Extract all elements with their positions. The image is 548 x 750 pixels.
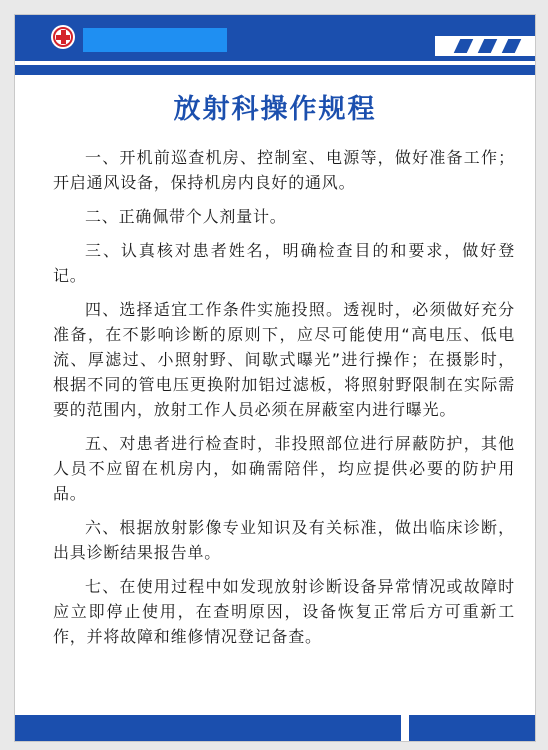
hospital-cross-logo-icon	[51, 25, 75, 49]
hospital-name-block	[83, 28, 227, 52]
footer-bar-right	[409, 715, 535, 741]
footer-divider	[401, 715, 409, 741]
rule-item-6: 六、根据放射影像专业知识及有关标准，做出临床诊断，出具诊断结果报告单。	[53, 518, 515, 562]
rule-item-5: 五、对患者进行检查时，非投照部位进行屏蔽防护，其他人员不应留在机房内，如确需陪伴，均应提供必要的防护用品。	[53, 434, 515, 503]
rule-item-2: 二、正确佩带个人剂量计。	[85, 207, 287, 226]
header-band	[15, 65, 535, 75]
header-stripes-decoration	[435, 36, 535, 56]
rule-item-4: 四、选择适宜工作条件实施投照。透视时，必须做好充分准备，在不影响诊断的原则下，应尽可能使用“高电压、低电流、厚滤过、小照射野、间歇式曝光”进行操作；在摄影时，根据不同的管电压更换附加铝过滤板，将照射野限制在实际需要的范围内，放射工作人员必须在屏蔽室内进行曝光。	[53, 300, 515, 419]
rule-item-3: 三、认真核对患者姓名，明确检查目的和要求，做好登记。	[53, 241, 515, 285]
rule-item-1: 一、开机前巡查机房、控制室、电源等，做好准备工作；开启通风设备，保持机房内良好的通风。	[53, 148, 515, 192]
rules-poster	[14, 14, 536, 742]
rule-item-7: 七、在使用过程中如发现放射诊断设备异常情况或故障时应立即停止使用，在查明原因，设备恢复正常后方可重新工作，并将故障和维修情况登记备查。	[53, 577, 515, 646]
page-title: 放射科操作规程	[173, 94, 377, 125]
footer-bar	[15, 715, 401, 741]
rules-list	[53, 145, 515, 658]
